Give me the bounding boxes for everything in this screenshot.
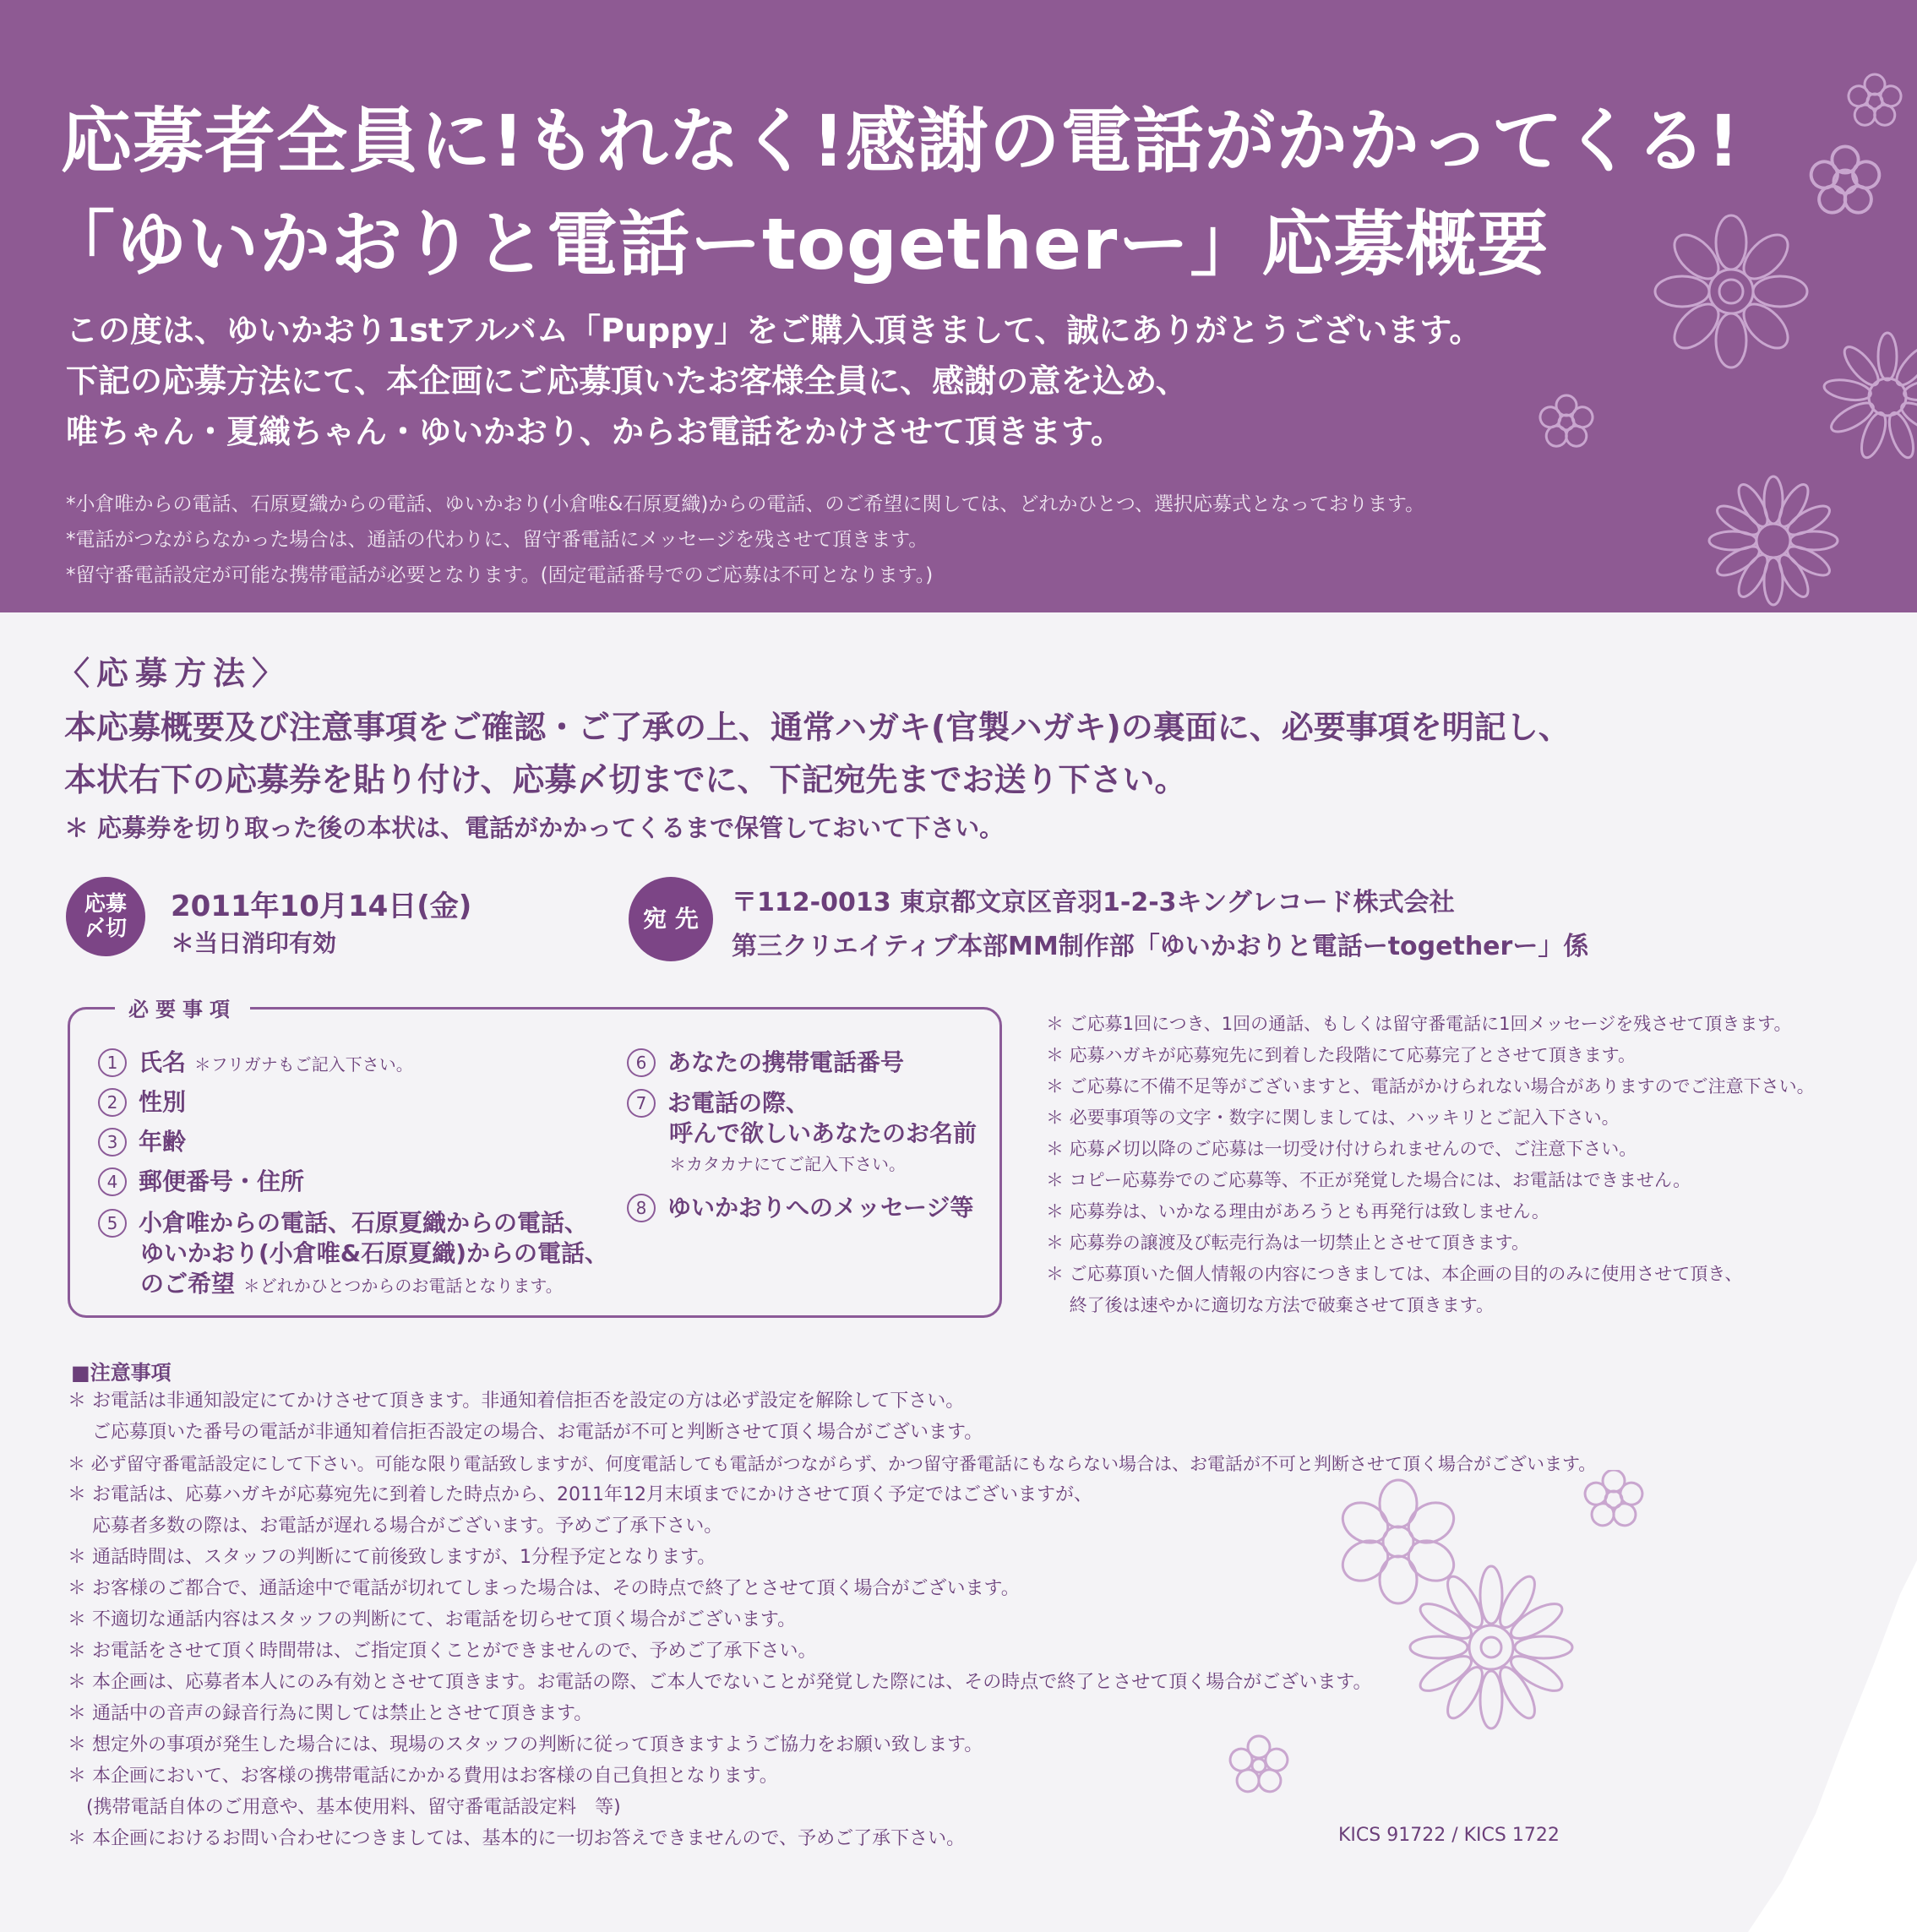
side-note: ＊ 応募券の譲渡及び転売行為は一切禁止とさせて頂きます。: [1046, 1233, 1529, 1253]
deadline-date: 2011年10月14日(金): [171, 890, 472, 923]
side-note: ＊ ご応募1回につき、1回の通話、もしくは留守番電話に1回メッセージを残させて頂きます。: [1046, 1014, 1792, 1034]
item-label: 性別: [139, 1088, 187, 1116]
required-items-title: 必要事項: [115, 993, 250, 1022]
headline-2: 「ゆいかおりと電話ーtogetherー」応募概要: [44, 203, 1549, 286]
side-note: ＊ 必要事項等の文字・数字に関しましては、ハッキリとご記入下さい。: [1046, 1107, 1620, 1128]
item-number: 3: [98, 1128, 127, 1156]
item-label: 年齢: [139, 1128, 187, 1156]
item-number: 4: [98, 1167, 127, 1196]
caution-line: ＊ 必ず留守番電話設定にして下さい。可能な限り電話致しますが、何度電話しても電話がつながらず、かつ留守番電話にもならない場合は、お電話が不可と判断させて頂く場合がございます。: [68, 1454, 1597, 1474]
headline-1: 応募者全員に!もれなく!感謝の電話がかかってくる!: [61, 100, 1740, 182]
caution-line: ＊ お電話は非通知設定にてかけさせて頂きます。非通知着信拒否を設定の方は必ず設定を解除して下さい。: [68, 1390, 965, 1412]
item-number: 1: [98, 1048, 127, 1077]
caution-line: ＊ 想定外の事項が発生した場合には、現場のスタッフの判断に従って頂きますようご協力をお願い致します。: [68, 1734, 983, 1755]
catalog-code: KICS 91722 / KICS 1722: [1338, 1825, 1560, 1846]
side-note: ＊ 応募ハガキが応募宛先に到着した段階にて応募完了とさせて頂きます。: [1046, 1045, 1636, 1065]
caution-title: ■注意事項: [71, 1361, 172, 1385]
address-badge: [629, 877, 713, 961]
method-line: 本状右下の応募券を貼り付け、応募〆切までに、下記宛先までお送り下さい。: [64, 761, 1187, 798]
side-note: ＊ ご応募に不備不足等がございますと、電話がかけられない場合がありますのでご注意下さい。: [1046, 1076, 1815, 1097]
required-item: [98, 1048, 413, 1080]
caution-line: (携帯電話自体のご用意や、基本使用料、留守番電話設定料 等): [68, 1797, 621, 1818]
required-item: [98, 1167, 304, 1197]
item-label: ゆいかおりへのメッセージ等: [667, 1194, 974, 1222]
deadline-badge: [66, 877, 145, 956]
required-item: [98, 1208, 608, 1301]
top-note: *留守番電話設定が可能な携帯電話が必要となります。(固定電話番号でのご応募は不可となります。): [66, 564, 934, 586]
side-note: 終了後は速やかに適切な方法で破棄させて頂きます。: [1046, 1295, 1494, 1315]
item-number: 5: [98, 1209, 127, 1238]
address-line: 〒112-0013 東京都文京区音羽1-2-3キングレコード株式会社: [732, 888, 1455, 917]
deadline-note: ＊当日消印有効: [171, 929, 337, 957]
top-note: *小倉唯からの電話、石原夏織からの電話、ゆいかおり(小倉唯&石原夏織)からの電話、のご希望に関しては、どれかひとつ、選択応募式となっております。: [66, 493, 1425, 515]
caution-line: ＊ 不適切な通話内容はスタッフの判断にて、お電話を切らせて頂く場合がございます。: [68, 1609, 797, 1630]
caution-line: ＊ お電話は、応募ハガキが応募宛先に到着した時点から、2011年12月末頃までにかけさせて頂く予定ではございますが、: [68, 1484, 1092, 1505]
header-banner: [0, 0, 1917, 612]
item-label: お電話の際、: [667, 1089, 810, 1117]
required-item: [627, 1193, 973, 1223]
top-note: *電話がつながらなかった場合は、通話の代わりに、留守番電話にメッセージを残させて頂きます。: [66, 529, 929, 551]
caution-line: ＊ 通話中の音声の録音行為に関しては禁止とさせて頂きます。: [68, 1703, 593, 1724]
side-note: ＊ 応募〆切以降のご応募は一切受け付けられませんので、ご注意下さい。: [1046, 1139, 1637, 1159]
caution-line: 応募者多数の際は、お電話が遅れる場合がございます。予めご了承下さい。: [68, 1516, 723, 1537]
caution-line: ＊ お客様のご都合で、通話途中で電話が切れてしまった場合は、その時点で終了とさせて頂く場合がございます。: [68, 1578, 1020, 1599]
lead-line: 下記の応募方法にて、本企画にご応募頂いたお客様全員に、感謝の意を込め、: [66, 362, 1188, 400]
item-label: ゆいかおり(小倉唯&石原夏織)からの電話、: [140, 1239, 609, 1267]
required-item: [627, 1048, 904, 1078]
torn-corner: [1748, 1560, 1917, 1932]
item-note: ＊フリガナもご記入下さい。: [193, 1054, 413, 1075]
method-title: 〈応募方法〉: [57, 655, 291, 692]
caution-line: ＊ お電話をさせて頂く時間帯は、ご指定頂くことができませんので、予めご了承下さい。: [68, 1641, 817, 1662]
caution-line: ＊ 本企画において、お客様の携帯電話にかかる費用はお客様の自己負担となります。: [68, 1766, 778, 1787]
deadline-badge-label: 〆切: [84, 916, 127, 940]
lead-line: 唯ちゃん・夏織ちゃん・ゆいかおり、からお電話をかけさせて頂きます。: [66, 413, 1123, 450]
address-line: 第三クリエイティブ本部MM制作部「ゆいかおりと電話ーtogetherー」係: [732, 932, 1589, 961]
item-number: 6: [627, 1048, 656, 1077]
side-note: ＊ ご応募頂いた個人情報の内容につきましては、本企画の目的のみに使用させて頂き、: [1046, 1264, 1743, 1284]
caution-line: ＊ 通話時間は、スタッフの判断にて前後致しますが、1分程予定となります。: [68, 1547, 716, 1568]
side-note: ＊ コピー応募券でのご応募等、不正が発覚した場合には、お電話はできません。: [1046, 1170, 1691, 1190]
item-label: 小倉唯からの電話、石原夏織からの電話、: [139, 1209, 589, 1237]
lead-line: この度は、ゆいかおり1stアルバム「Puppy」をご購入頂きまして、誠にありがとうございます。: [66, 312, 1482, 349]
caution-line: ＊ 本企画は、応募者本人にのみ有効とさせて頂きます。お電話の際、ご本人でないことが発覚した際には、その時点で終了とさせて頂く場合がございます。: [68, 1672, 1372, 1693]
method-line: 本応募概要及び注意事項をご確認・ご了承の上、通常ハガキ(官製ハガキ)の裏面に、必要事項を明記し、: [64, 709, 1571, 746]
flower-decoration: [1217, 1470, 1766, 1808]
method-note: ＊ 応募券を切り取った後の本状は、電話がかかってくるまで保管しておいて下さい。: [64, 814, 1005, 842]
caution-line: ＊ 本企画におけるお問い合わせにつきましては、基本的に一切お答えできませんので、予めご了承下さい。: [68, 1828, 966, 1849]
item-label: 氏名: [139, 1048, 187, 1076]
address-badge-label: 宛 先: [643, 904, 699, 933]
item-label: あなたの携帯電話番号: [667, 1048, 905, 1076]
item-label: のご希望: [140, 1270, 236, 1298]
required-item: [98, 1127, 186, 1157]
item-label: 呼んで欲しいあなたのお名前: [669, 1119, 978, 1147]
required-item: [98, 1087, 186, 1118]
item-note: ＊カタカナにてご記入下さい。: [669, 1154, 906, 1174]
caution-line: ご応募頂いた番号の電話が非通知着信拒否設定の場合、お電話が不可と判断させて頂く場合がございます。: [68, 1422, 983, 1443]
item-number: 7: [627, 1089, 656, 1118]
item-label: 郵便番号・住所: [139, 1167, 305, 1195]
deadline-badge-label: 応募: [84, 891, 127, 917]
required-item: [627, 1088, 977, 1179]
item-number: 2: [98, 1088, 127, 1117]
item-note: ＊どれかひとつからのお電話となります。: [242, 1276, 563, 1296]
side-note: ＊ 応募券は、いかなる理由があろうとも再発行は致しません。: [1046, 1201, 1549, 1222]
item-number: 8: [627, 1194, 656, 1222]
